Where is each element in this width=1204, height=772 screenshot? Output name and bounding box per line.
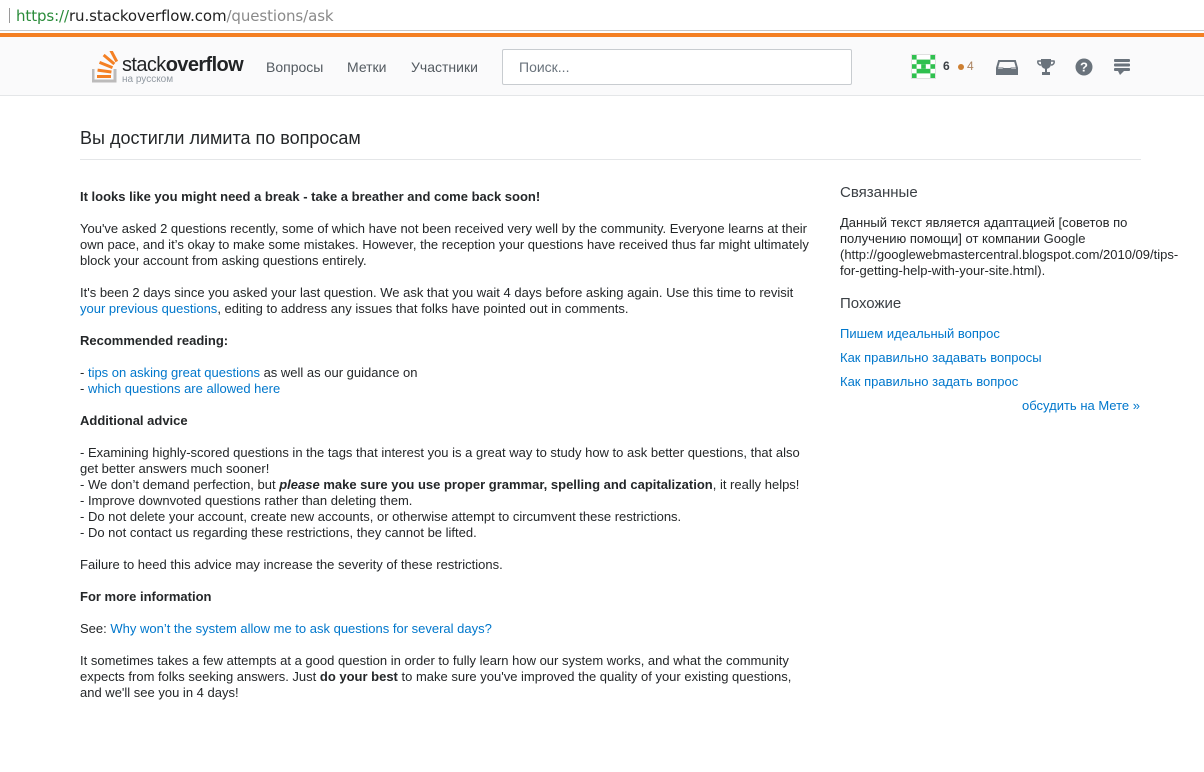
more-info-heading-text: For more information	[80, 589, 212, 604]
asked-paragraph: You've asked 2 questions recently, some of which have not been received very well by the community. Everyone learns at their own pace, and it’s okay to make some mistakes. However, the reception your questions have received thus far might ultimately block your account from asking questions entirely.	[80, 221, 809, 268]
advice-item: - Examining highly-scored questions in the tags that interest you is a great way to study how to ask better questions, that also get better answers much sooner!	[80, 445, 800, 476]
wait-text-after: , editing to address any issues that folks have pointed out in comments.	[217, 301, 629, 316]
advice-list	[80, 445, 815, 541]
reading-dash: -	[80, 365, 88, 380]
advice-item-end: , it really helps!	[712, 477, 800, 492]
advice-item: - Do not contact us regarding these restrictions, they cannot be lifted.	[80, 525, 477, 540]
failure-paragraph: Failure to heed this advice may increase the severity of these restrictions.	[80, 557, 503, 572]
nav-questions[interactable]: Вопросы	[266, 59, 324, 75]
search-input[interactable]	[502, 49, 852, 85]
url-path: /questions/ask	[226, 7, 334, 25]
site-topbar	[0, 33, 1204, 96]
reading-heading-text: Recommended reading:	[80, 333, 229, 348]
closing-text-after: to make sure you've improved the quality of your existing questions, and we'll see you in 4 days!	[80, 669, 792, 700]
reading-heading	[80, 333, 815, 349]
title-divider	[80, 159, 1141, 160]
closing-paragraph	[80, 653, 815, 701]
advice-heading-text: Additional advice	[80, 413, 188, 428]
text-cursor	[9, 8, 10, 23]
similar-link[interactable]: Как правильно задавать вопросы	[840, 350, 1042, 365]
similar-link[interactable]: Как правильно задать вопрос	[840, 374, 1019, 389]
related-text: Данный текст является адаптацией [советов по получению помощи] от компании Google (http://googlewebmastercentral.blogspot.com/2010/09/tips-for-getting-help-with-your-site.html).	[840, 215, 1179, 278]
url-scheme: https://	[16, 7, 69, 25]
tips-link[interactable]: tips on asking great questions	[87, 365, 260, 380]
sidebar	[840, 184, 1179, 413]
bronze-badge-icon	[958, 64, 964, 70]
trophy-icon[interactable]	[1034, 55, 1058, 79]
reading-list	[80, 365, 815, 397]
advice-bold: make sure you use proper grammar, spelling and capitalization	[319, 477, 713, 492]
help-icon[interactable]	[1072, 55, 1096, 79]
reading-text-after: as well as our guidance on	[259, 365, 418, 380]
see-paragraph	[80, 621, 815, 637]
wait-text-before: It's been 2 days since you asked your last question. We ask that you wait 4 days before asking again. Use this time to revisit	[80, 285, 794, 300]
avatar[interactable]	[911, 54, 936, 79]
similar-link[interactable]: Пишем идеальный вопрос	[840, 326, 1000, 341]
break-heading	[80, 189, 815, 205]
allowed-questions-link[interactable]: which questions are allowed here	[87, 381, 281, 396]
see-label: See:	[80, 621, 111, 636]
limit-message	[80, 189, 815, 717]
previous-questions-link[interactable]: your previous questions	[80, 301, 218, 316]
closing-bold: do your best	[319, 669, 398, 684]
advice-heading	[80, 413, 815, 429]
logo-overflow-text: overflow	[165, 54, 244, 76]
reading-dash: -	[80, 381, 88, 396]
closing-text-before: It sometimes takes a few attempts at a good question in order to fully learn how our system works, and what the community expects from folks seeking answers. Just	[80, 653, 789, 684]
nav-users[interactable]: Участники	[411, 59, 478, 75]
svg-text:?: ?	[1080, 59, 1088, 75]
site-logo[interactable]	[92, 50, 252, 88]
wait-paragraph	[80, 285, 815, 317]
discuss-on-meta-link[interactable]: обсудить на Мете »	[1022, 398, 1140, 413]
bronze-badge-count: 4	[967, 59, 974, 73]
break-heading-text: It looks like you might need a break - take a breather and come back soon!	[80, 189, 541, 204]
stack-logo-icon	[92, 51, 120, 83]
nav-tags[interactable]: Метки	[347, 59, 387, 75]
logo-stack-text: stack	[122, 54, 166, 76]
related-title: Связанные	[840, 184, 918, 201]
site-switcher-icon[interactable]	[1110, 55, 1134, 79]
why-blocked-link[interactable]: Why won’t the system allow me to ask questions for several days?	[110, 621, 492, 636]
similar-title: Похожие	[840, 295, 902, 312]
advice-emphasis: please	[279, 477, 320, 492]
advice-item: - We don’t demand perfection, but	[80, 477, 280, 492]
inbox-icon[interactable]	[995, 55, 1019, 79]
logo-subtitle: на русском	[122, 74, 174, 85]
identicon-icon	[912, 55, 935, 78]
page-title: Вы достигли лимита по вопросам	[80, 128, 361, 148]
url-text[interactable]	[16, 7, 334, 25]
advice-item: - Improve downvoted questions rather than deleting them.	[80, 493, 413, 508]
advice-item: - Do not delete your account, create new accounts, or otherwise attempt to circumvent these restrictions.	[80, 509, 682, 524]
reputation-count: 6	[943, 59, 950, 73]
browser-url-bar[interactable]	[0, 0, 1204, 31]
url-host: ru.stackoverflow.com	[68, 7, 227, 25]
more-info-heading	[80, 589, 815, 605]
